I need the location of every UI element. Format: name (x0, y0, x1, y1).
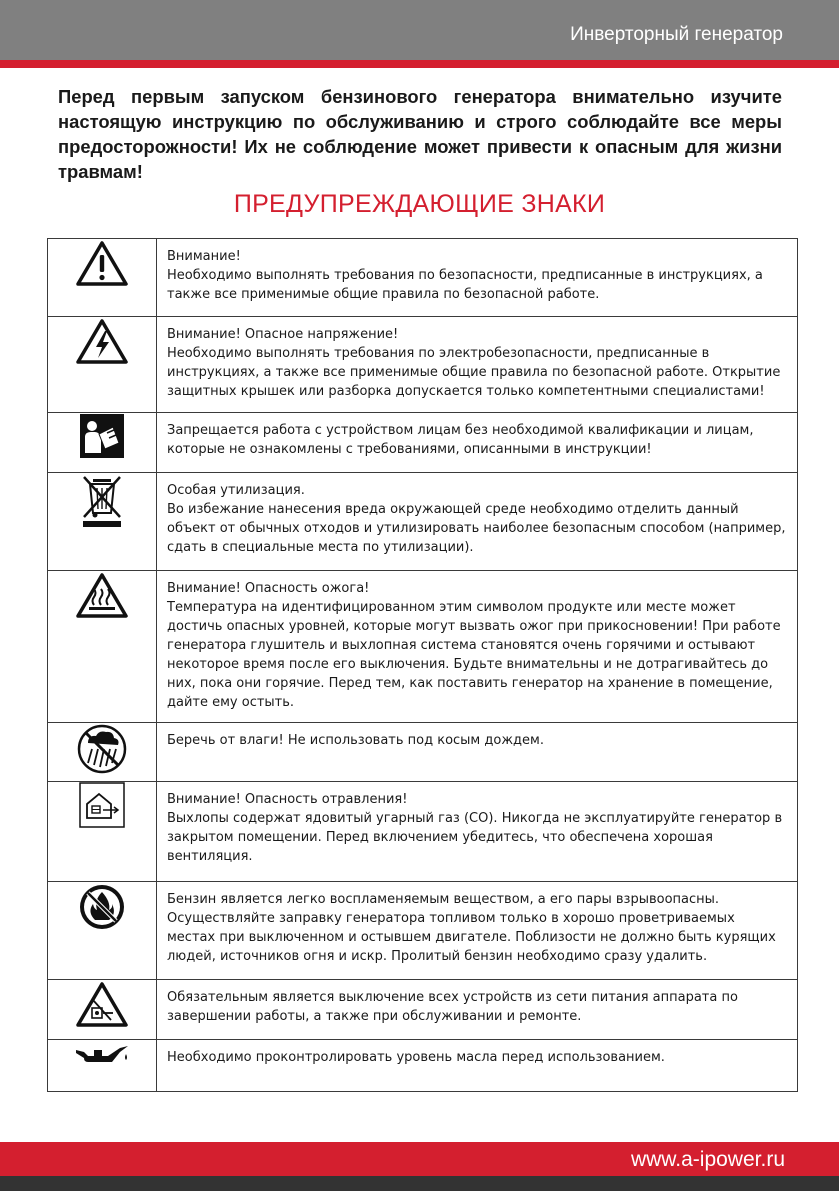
sign-row (48, 1040, 798, 1092)
sign-heading: Внимание! Опасность отравления! (167, 792, 408, 807)
section-title: ПРЕДУПРЕЖДАЮЩИЕ ЗНАКИ (233, 190, 606, 218)
sign-row (48, 239, 798, 317)
sign-body: Необходимо проконтролировать уровень масла перед использованием. (167, 1050, 665, 1065)
no-fire-icon (48, 882, 156, 932)
hot-surface-icon (48, 571, 156, 619)
header-title: Инверторный генератор (570, 24, 783, 45)
crossed-bin-icon (48, 473, 156, 529)
warning-signs-table (47, 238, 798, 1092)
sign-row (48, 723, 798, 782)
sign-body: Необходимо выполнять требования по электробезопасности, предписанные в инструкциях, а также все применимые общие правила по безопасной работе. Открытие защитных крышек или разборка допускается только компетентными специалистами! (167, 346, 781, 399)
header-bar (0, 0, 839, 60)
sign-body: Обязательным является выключение всех устройств из сети питания аппарата по завершении работы, а также при обслуживании и ремонте. (167, 990, 738, 1024)
sign-body: Выхлопы содержат ядовитый угарный газ (СО). Никогда не эксплуатируйте генератор в закрытом помещении. Перед включением убедитесь, что обеспечена хорошая вентиляция. (167, 811, 783, 864)
sign-body: Необходимо выполнять требования по безопасности, предписанные в инструкциях, а также все применимые общие правила по безопасной работе. (167, 268, 763, 302)
sign-row (48, 473, 798, 571)
sign-row (48, 882, 798, 980)
sign-heading: Особая утилизация. (167, 483, 305, 498)
footer-url: www.a-ipower.ru (630, 1148, 785, 1171)
sign-body: Во избежание нанесения вреда окружающей среде необходимо отделить данный объект от обычных отходов и утилизировать наиболее безопасным способом (например, сдать в специальные места по утилизации). (167, 502, 786, 555)
exhaust-indoor-icon (48, 782, 156, 828)
unplug-warning-icon (48, 980, 156, 1028)
sign-row (48, 413, 798, 473)
sign-row (48, 571, 798, 723)
footer-bar (0, 1142, 839, 1176)
sign-row (48, 317, 798, 413)
read-manual-icon (48, 413, 156, 459)
intro-paragraph: Перед первым запуском бензинового генератора внимательно изучите настоящую инструкцию по обслуживанию и строго соблюдайте все меры предосторожности! Их не соблюдение может привести к опасным для жизни травмам! (58, 86, 782, 182)
sign-heading: Внимание! Опасное напряжение! (167, 327, 399, 342)
no-rain-icon (48, 723, 156, 775)
high-voltage-icon (48, 317, 156, 365)
sign-row (48, 782, 798, 882)
footer-dark-stripe (0, 1176, 839, 1191)
sign-body: Температура на идентифицированном этим символом продукте или месте может достичь опасных уровней, которые могут вызвать ожог при прикосновении! При работе генератора глушитель и выхлопная система становятся очень горячими и остывают некоторое время после его выключения. Будьте внимательны и не дотрагивайтесь до них, пока они горячие. Перед тем, как поставить генератор на хранение в помещение, дайте ему остыть. (167, 600, 781, 710)
sign-heading: Внимание! Опасность ожога! (167, 581, 370, 596)
oil-can-icon (48, 1040, 156, 1066)
sign-body: Бензин является легко воспламеняемым веществом, а его пары взрывоопасны. Осуществляйте заправку генератора топливом только в хорошо проветриваемых местах при выключенном и остывшем двигателе. Поблизости не должно быть курящих людей, источников огня и искр. Пролитый бензин необходимо сразу удалить. (167, 892, 776, 964)
sign-body: Запрещается работа с устройством лицам без необходимой квалификации и лицам, которые не ознакомлены с требованиями, описанными в инструкции! (167, 423, 754, 457)
sign-body: Беречь от влаги! Не использовать под косым дождем. (167, 733, 544, 748)
sign-heading: Внимание! (167, 249, 241, 264)
warning-triangle-icon (48, 239, 156, 287)
sign-row (48, 980, 798, 1040)
header-accent-stripe (0, 60, 839, 68)
